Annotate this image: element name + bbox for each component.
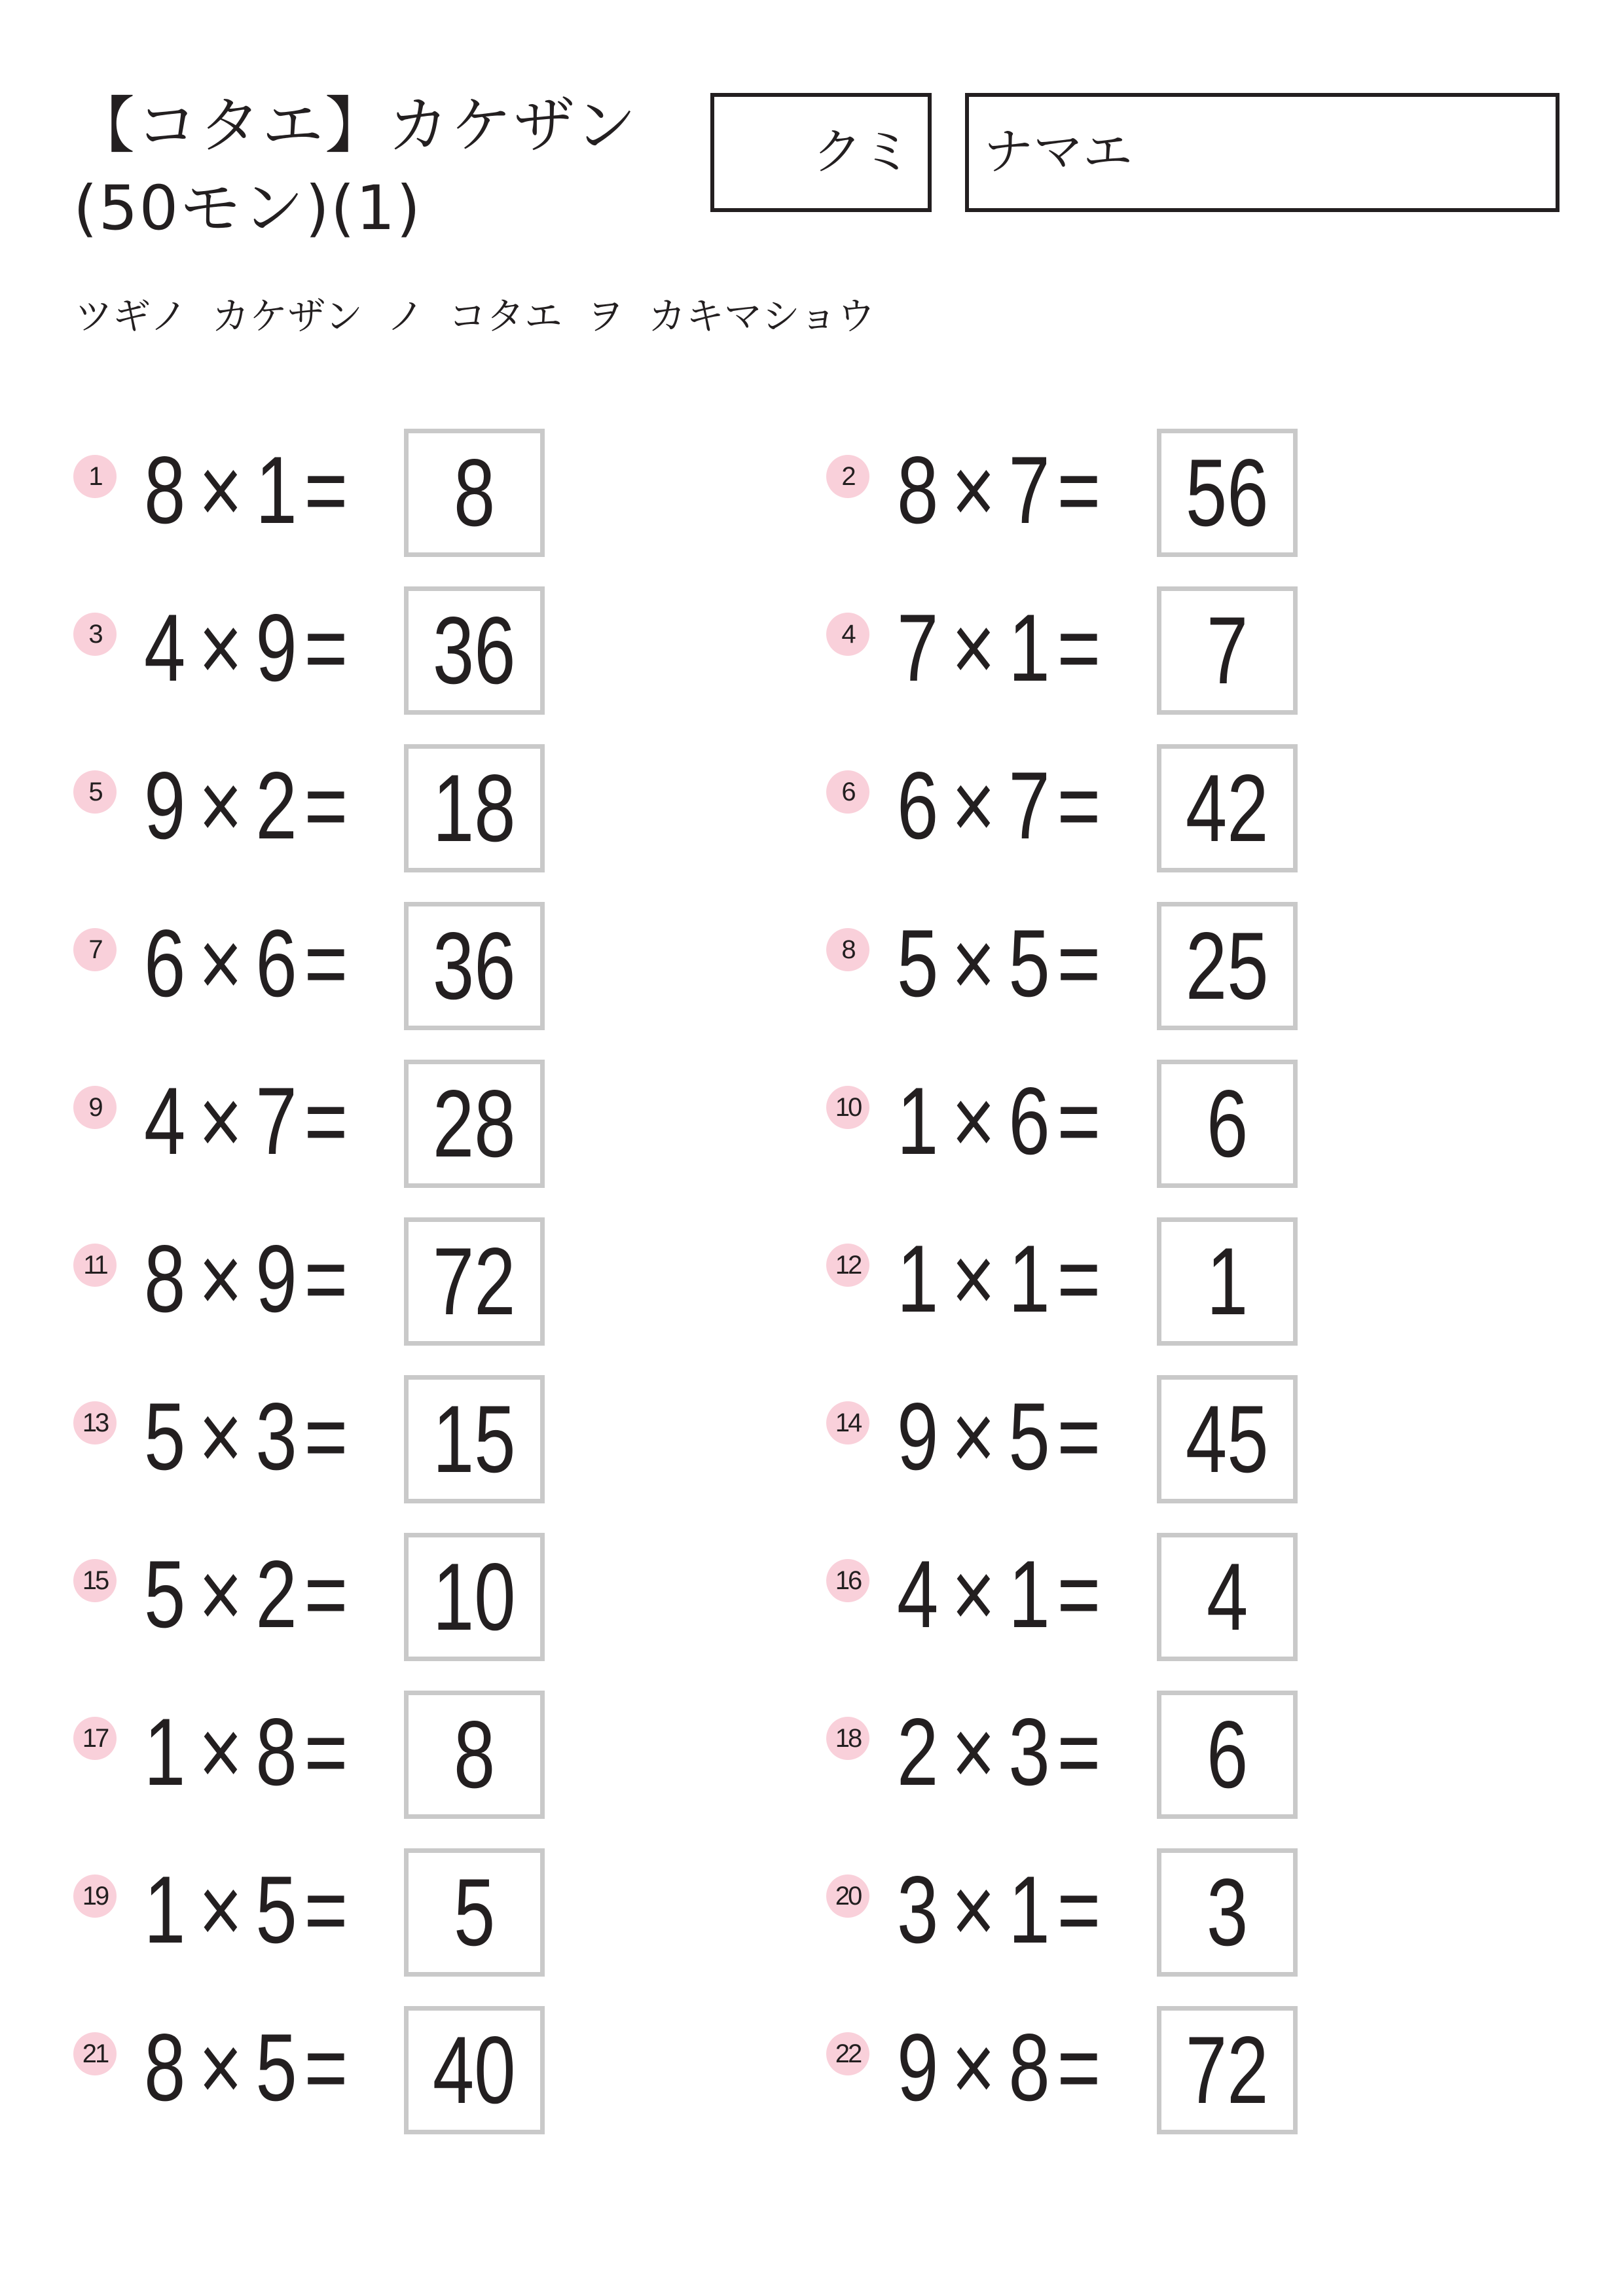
equals-sign: = <box>1057 1067 1101 1174</box>
problem-item <box>73 902 636 1033</box>
problem-number-badge: 4 <box>826 613 869 656</box>
operand-a: 1 <box>897 1067 939 1174</box>
equals-sign: = <box>304 1383 348 1490</box>
equals-sign: = <box>304 752 348 859</box>
multiply-sign: × <box>951 910 996 1016</box>
operand-b: 5 <box>255 2014 297 2121</box>
operand-b: 3 <box>1008 1698 1050 1805</box>
equals-sign: = <box>1057 594 1101 701</box>
problem-number-badge: 20 <box>826 1874 869 1918</box>
problem-item <box>826 1060 1389 1191</box>
operand-b: 5 <box>1008 1383 1050 1490</box>
answer-value: 36 <box>433 597 516 704</box>
problem-expression <box>144 1384 348 1489</box>
equals-sign: = <box>1057 2014 1101 2121</box>
equals-sign: = <box>304 1856 348 1963</box>
operand-a: 9 <box>144 752 186 859</box>
name-field[interactable] <box>965 93 1559 212</box>
equals-sign: = <box>1057 1383 1101 1490</box>
problem-expression <box>897 911 1101 1016</box>
problem-item <box>826 1533 1389 1664</box>
answer-box[interactable] <box>404 1217 545 1346</box>
answer-box[interactable] <box>1157 1217 1298 1346</box>
multiply-sign: × <box>198 437 243 543</box>
operand-b: 5 <box>255 1856 297 1963</box>
problem-expression <box>897 1384 1101 1489</box>
operand-b: 9 <box>255 1225 297 1332</box>
multiply-sign: × <box>198 2014 243 2121</box>
equals-sign: = <box>1057 1698 1101 1805</box>
equals-sign: = <box>304 910 348 1016</box>
operand-b: 2 <box>255 752 297 859</box>
answer-box[interactable] <box>404 1060 545 1188</box>
operand-a: 6 <box>144 910 186 1016</box>
multiply-sign: × <box>951 1383 996 1490</box>
problem-item <box>826 902 1389 1033</box>
operand-a: 8 <box>897 437 939 543</box>
problem-item <box>73 429 636 560</box>
operand-b: 8 <box>1008 2014 1050 2121</box>
answer-box[interactable] <box>404 586 545 715</box>
answer-box[interactable] <box>1157 1691 1298 1819</box>
operand-b: 7 <box>255 1067 297 1174</box>
problem-expression <box>144 911 348 1016</box>
operand-a: 8 <box>144 2014 186 2121</box>
multiply-sign: × <box>198 1067 243 1174</box>
answer-value: 1 <box>1206 1228 1249 1335</box>
problem-item <box>73 2006 636 2137</box>
problem-expression <box>144 596 348 700</box>
name-label: ナマエ <box>983 122 1133 181</box>
problem-expression <box>897 596 1101 700</box>
operand-b: 6 <box>255 910 297 1016</box>
answer-box[interactable] <box>404 1533 545 1661</box>
equals-sign: = <box>304 1067 348 1174</box>
answer-box[interactable] <box>404 1691 545 1819</box>
operand-b: 1 <box>1008 1225 1050 1332</box>
multiply-sign: × <box>198 1225 243 1332</box>
multiply-sign: × <box>951 1225 996 1332</box>
operand-b: 3 <box>255 1383 297 1490</box>
operand-a: 1 <box>144 1698 186 1805</box>
problem-expression <box>897 1069 1101 1174</box>
answer-value: 15 <box>433 1386 516 1492</box>
multiply-sign: × <box>198 752 243 859</box>
equals-sign: = <box>304 437 348 543</box>
equals-sign: = <box>304 594 348 701</box>
operand-b: 9 <box>255 594 297 701</box>
answer-box[interactable] <box>404 1375 545 1503</box>
problem-number-badge: 3 <box>73 613 117 656</box>
problem-item <box>73 1848 636 1979</box>
operand-b: 7 <box>1008 437 1050 543</box>
problem-item <box>826 429 1389 560</box>
problem-expression <box>897 438 1101 543</box>
answer-box[interactable] <box>1157 1375 1298 1503</box>
multiply-sign: × <box>951 437 996 543</box>
problem-number-badge: 9 <box>73 1086 117 1129</box>
equals-sign: = <box>304 1541 348 1647</box>
answer-value: 6 <box>1206 1070 1249 1177</box>
answer-box[interactable] <box>1157 1848 1298 1977</box>
problem-item <box>826 1691 1389 1821</box>
answer-value: 3 <box>1206 1859 1249 1965</box>
multiply-sign: × <box>951 1067 996 1174</box>
multiply-sign: × <box>198 1856 243 1963</box>
operand-a: 8 <box>144 1225 186 1332</box>
problem-number-badge: 11 <box>73 1244 117 1287</box>
answer-box[interactable] <box>1157 1533 1298 1661</box>
answer-value: 72 <box>1186 2017 1269 2123</box>
answer-value: 25 <box>1186 912 1269 1019</box>
equals-sign: = <box>304 2014 348 2121</box>
equals-sign: = <box>1057 1541 1101 1647</box>
problem-expression <box>144 1069 348 1174</box>
operand-a: 2 <box>897 1698 939 1805</box>
answer-box[interactable] <box>404 744 545 872</box>
answer-box[interactable] <box>1157 586 1298 715</box>
problem-item <box>826 2006 1389 2137</box>
operand-a: 5 <box>897 910 939 1016</box>
problem-number-badge: 12 <box>826 1244 869 1287</box>
answer-box[interactable] <box>404 429 545 557</box>
answer-value: 72 <box>433 1228 516 1335</box>
answer-box[interactable] <box>1157 1060 1298 1188</box>
answer-value: 42 <box>1186 755 1269 861</box>
problem-item <box>73 744 636 875</box>
problem-number-badge: 2 <box>826 455 869 498</box>
multiply-sign: × <box>951 752 996 859</box>
class-field[interactable] <box>710 93 932 212</box>
problem-number-badge: 16 <box>826 1559 869 1602</box>
equals-sign: = <box>1057 1225 1101 1332</box>
answer-value: 40 <box>433 2017 516 2123</box>
problem-number-badge: 14 <box>826 1401 869 1444</box>
problem-number-badge: 15 <box>73 1559 117 1602</box>
operand-a: 4 <box>144 594 186 701</box>
problem-expression <box>144 1700 348 1804</box>
problem-item <box>73 1691 636 1821</box>
operand-a: 7 <box>897 594 939 701</box>
operand-b: 7 <box>1008 752 1050 859</box>
equals-sign: = <box>1057 437 1101 543</box>
operand-a: 9 <box>897 1383 939 1490</box>
answer-value: 45 <box>1186 1386 1269 1492</box>
multiply-sign: × <box>951 594 996 701</box>
operand-a: 4 <box>897 1541 939 1647</box>
multiply-sign: × <box>951 2014 996 2121</box>
operand-a: 9 <box>897 2014 939 2121</box>
problem-number-badge: 18 <box>826 1717 869 1760</box>
operand-b: 6 <box>1008 1067 1050 1174</box>
worksheet-title <box>73 85 663 250</box>
equals-sign: = <box>1057 1856 1101 1963</box>
multiply-sign: × <box>198 910 243 1016</box>
answer-value: 8 <box>453 1701 496 1808</box>
problem-item <box>826 1375 1389 1506</box>
operand-a: 8 <box>144 437 186 543</box>
problem-item <box>826 744 1389 875</box>
instruction-text: ツギノ カケザン ノ コタエ ヲ カキマショウ <box>75 294 875 338</box>
title-line-1: 【コタエ】カケザン <box>73 90 638 162</box>
problem-number-badge: 17 <box>73 1717 117 1760</box>
problem-expression <box>897 753 1101 858</box>
answer-box[interactable] <box>404 1848 545 1977</box>
problem-expression <box>144 2015 348 2120</box>
answer-value: 5 <box>453 1859 496 1965</box>
answer-value: 8 <box>453 439 496 546</box>
multiply-sign: × <box>198 1383 243 1490</box>
operand-b: 1 <box>1008 1856 1050 1963</box>
answer-box[interactable] <box>1157 429 1298 557</box>
operand-a: 5 <box>144 1383 186 1490</box>
problem-number-badge: 7 <box>73 928 117 971</box>
problem-expression <box>897 2015 1101 2120</box>
multiply-sign: × <box>198 1541 243 1647</box>
operand-b: 5 <box>1008 910 1050 1016</box>
answer-value: 18 <box>433 755 516 861</box>
answer-value: 10 <box>433 1543 516 1650</box>
problem-item <box>826 1848 1389 1979</box>
problem-expression <box>144 753 348 858</box>
operand-a: 5 <box>144 1541 186 1647</box>
problem-expression <box>144 1227 348 1331</box>
answer-value: 7 <box>1206 597 1249 704</box>
problem-number-badge: 21 <box>73 2032 117 2075</box>
problem-expression <box>144 1542 348 1647</box>
problem-expression <box>144 438 348 543</box>
operand-a: 1 <box>144 1856 186 1963</box>
problem-item <box>826 586 1389 717</box>
answer-box[interactable] <box>1157 744 1298 872</box>
problem-number-badge: 5 <box>73 770 117 814</box>
answer-value: 4 <box>1206 1543 1249 1650</box>
problem-item <box>73 1533 636 1664</box>
answer-value: 36 <box>433 912 516 1019</box>
problem-item <box>73 1217 636 1348</box>
problem-number-badge: 1 <box>73 455 117 498</box>
answer-box[interactable] <box>1157 2006 1298 2134</box>
answer-box[interactable] <box>404 2006 545 2134</box>
problem-item <box>73 1060 636 1191</box>
problem-number-badge: 22 <box>826 2032 869 2075</box>
operand-a: 3 <box>897 1856 939 1963</box>
operand-b: 8 <box>255 1698 297 1805</box>
class-label: クミ <box>812 122 912 181</box>
multiply-sign: × <box>198 594 243 701</box>
title-line-2: (50モン)(1) <box>73 173 422 244</box>
operand-b: 2 <box>255 1541 297 1647</box>
operand-b: 1 <box>1008 1541 1050 1647</box>
problem-number-badge: 13 <box>73 1401 117 1444</box>
equals-sign: = <box>304 1698 348 1805</box>
operand-b: 1 <box>1008 594 1050 701</box>
operand-b: 1 <box>255 437 297 543</box>
problem-expression <box>897 1227 1101 1331</box>
multiply-sign: × <box>951 1698 996 1805</box>
operand-a: 1 <box>897 1225 939 1332</box>
problem-expression <box>897 1542 1101 1647</box>
problem-number-badge: 8 <box>826 928 869 971</box>
problem-item <box>826 1217 1389 1348</box>
problem-expression <box>144 1857 348 1962</box>
multiply-sign: × <box>951 1541 996 1647</box>
multiply-sign: × <box>198 1698 243 1805</box>
answer-box[interactable] <box>404 902 545 1030</box>
answer-value: 6 <box>1206 1701 1249 1808</box>
problem-expression <box>897 1857 1101 1962</box>
equals-sign: = <box>1057 752 1101 859</box>
multiply-sign: × <box>951 1856 996 1963</box>
equals-sign: = <box>1057 910 1101 1016</box>
answer-box[interactable] <box>1157 902 1298 1030</box>
problem-item <box>73 1375 636 1506</box>
problem-number-badge: 19 <box>73 1874 117 1918</box>
problem-number-badge: 10 <box>826 1086 869 1129</box>
answer-value: 28 <box>433 1070 516 1177</box>
problem-item <box>73 586 636 717</box>
equals-sign: = <box>304 1225 348 1332</box>
answer-value: 56 <box>1186 439 1269 546</box>
problem-expression <box>897 1700 1101 1804</box>
problem-number-badge: 6 <box>826 770 869 814</box>
operand-a: 4 <box>144 1067 186 1174</box>
operand-a: 6 <box>897 752 939 859</box>
